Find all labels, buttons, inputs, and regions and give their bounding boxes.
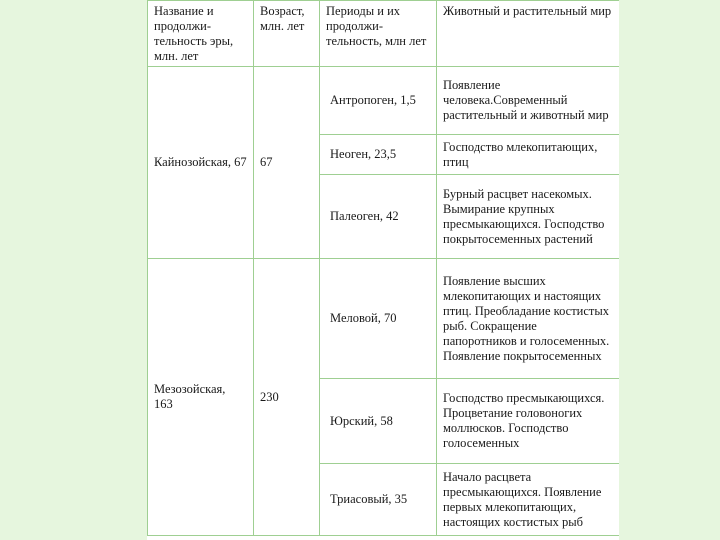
geochronology-table (147, 0, 619, 536)
life-cell: Господство млекопитающих, птиц (437, 135, 620, 175)
table-row (148, 67, 620, 135)
header-era: Название и продолжи-тельность эры, млн. лет (148, 1, 254, 67)
life-cell: Господство пресмыкающихся. Процветание головоногих моллюсков. Господство голосеменных (437, 379, 620, 464)
table-row (148, 259, 620, 379)
period-cell: Юрский, 58 (320, 379, 437, 464)
life-cell: Начало расцвета пресмыкающихся. Появление первых млекопитающих, настоящих костистых рыб (437, 464, 620, 536)
period-cell: Неоген, 23,5 (320, 135, 437, 175)
period-cell: Меловой, 70 (320, 259, 437, 379)
life-cell: Появление высших млекопитающих и настоящих птиц. Преобладание костистых рыб. Сокращение папоротников и голосеменных. Появление покрытосеменных (437, 259, 620, 379)
life-cell: Бурный расцвет насекомых. Вымирание крупных пресмыкающихся. Господство покрытосеменных растений (437, 175, 620, 259)
document-page (147, 0, 619, 540)
era-age-cell: 67 (254, 67, 320, 259)
header-age: Возраст, млн. лет (254, 1, 320, 67)
table-header-row (148, 1, 620, 67)
era-age-cell: 230 (254, 259, 320, 536)
period-cell: Антропоген, 1,5 (320, 67, 437, 135)
life-cell: Появление человека.Современный растительный и животный мир (437, 67, 620, 135)
era-name-cell: Мезозойская, 163 (148, 259, 254, 536)
era-name-cell: Кайнозойская, 67 (148, 67, 254, 259)
header-life: Животный и растительный мир (437, 1, 620, 67)
period-cell: Триасовый, 35 (320, 464, 437, 536)
period-cell: Палеоген, 42 (320, 175, 437, 259)
header-periods: Периоды и их продолжи-тельность, млн лет (320, 1, 437, 67)
